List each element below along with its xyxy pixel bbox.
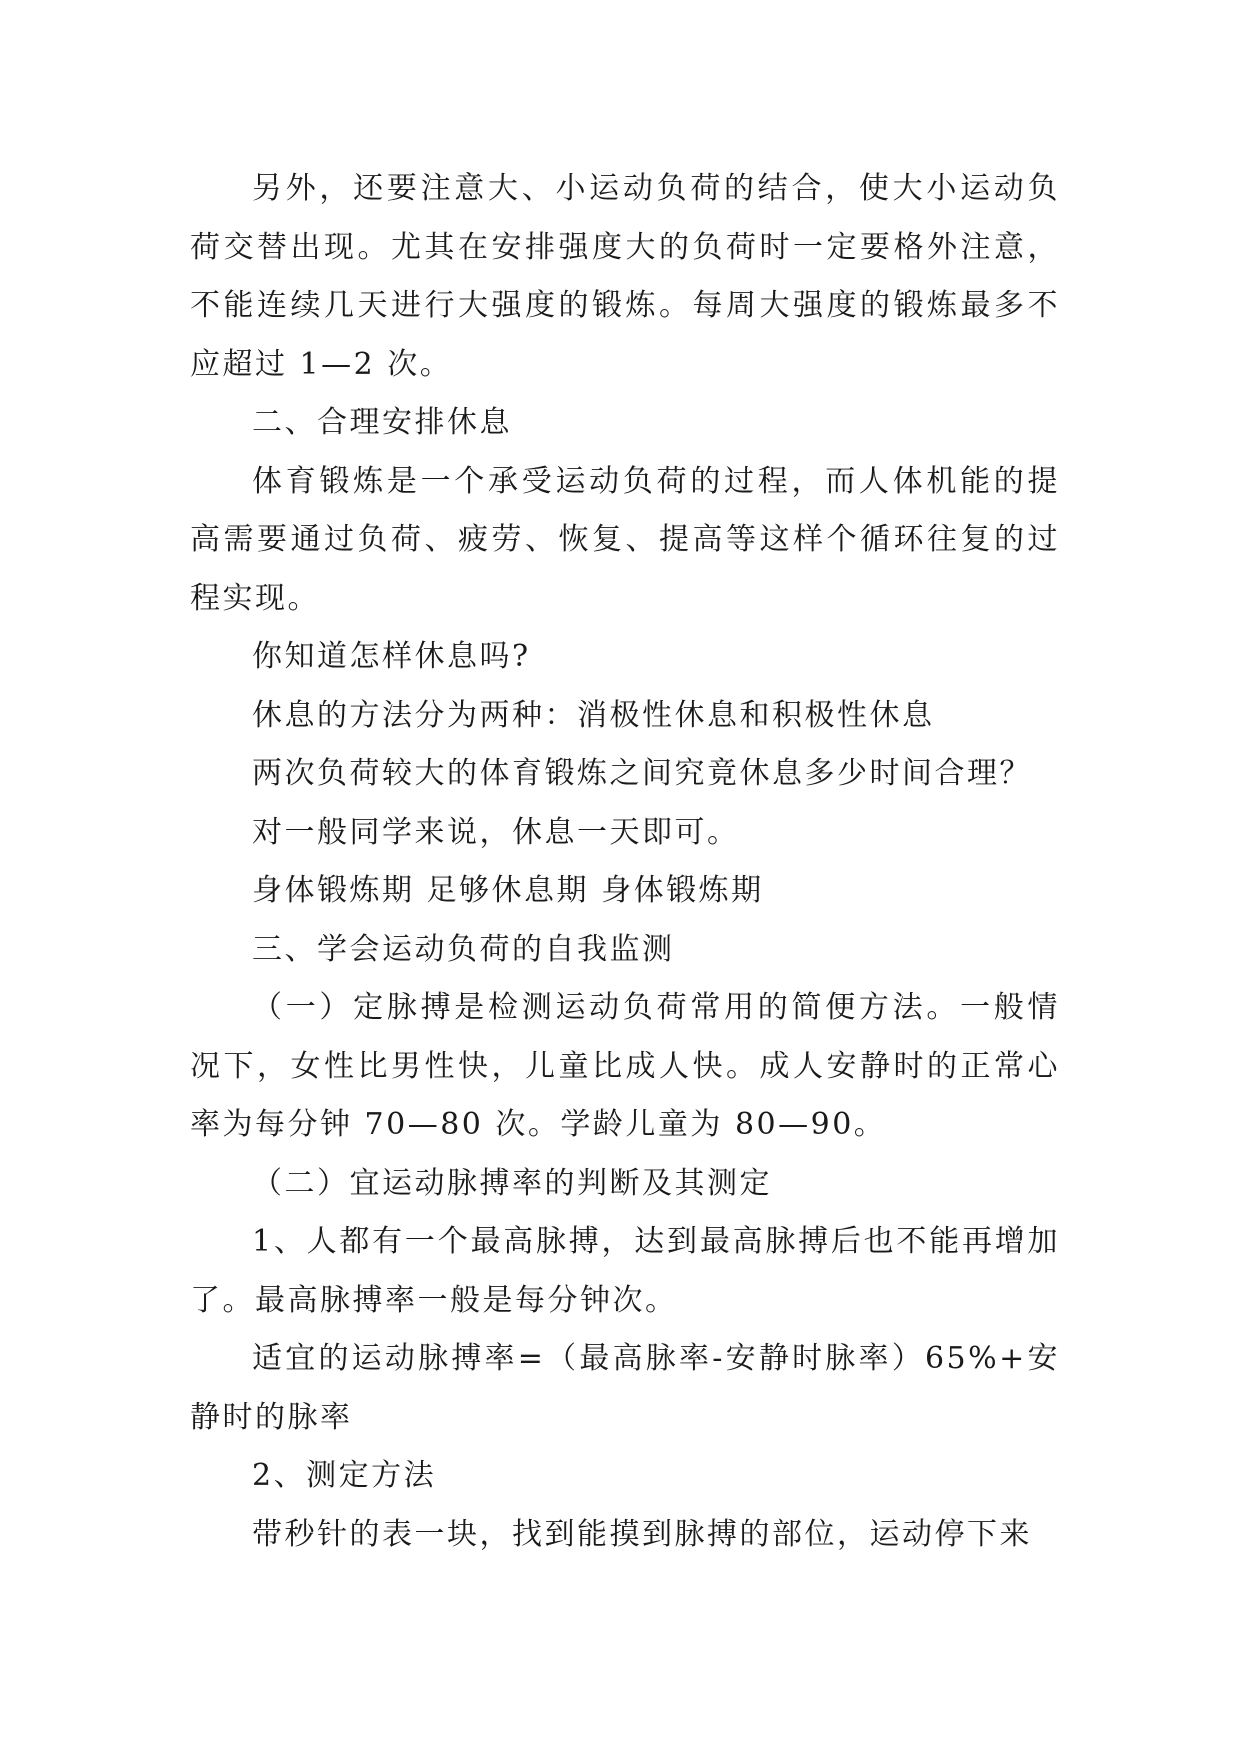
paragraph-load-combination: 另外，还要注意大、小运动负荷的结合，使大小运动负荷交替出现。尤其在安排强度大的负荷时一定要格外注意，不能连续几天进行大强度的锻炼。每周大强度的锻炼最多不应超过 1—2 次。 — [190, 171, 1060, 382]
paragraph-rest-methods: 休息的方法分为两种：消极性休息和积极性休息 — [252, 697, 935, 733]
paragraph-exercise-process: 体育锻炼是一个承受运动负荷的过程，而人体机能的提高需要通过负荷、疲劳、恢复、提高等这样个循环往复的过程实现。 — [190, 463, 1060, 616]
section-heading-rest: 二、合理安排休息 — [252, 405, 512, 440]
paragraph-formula: 适宜的运动脉搏率=（最高脉率-安静时脉率）65%+安静时的脉率 — [190, 1341, 1060, 1435]
paragraph-measure-steps: 带秒针的表一块，找到能摸到脉搏的部位，运动停下来 — [252, 1516, 1032, 1552]
subheading-pulse-rate: （二）宜运动脉搏率的判断及其测定 — [252, 1165, 772, 1201]
section-heading-monitoring: 三、学会运动负荷的自我监测 — [252, 931, 675, 967]
paragraph-max-pulse: 1、人都有一个最高脉搏，达到最高脉搏后也不能再增加了。最高脉搏率一般是每分钟次。 — [190, 1224, 1060, 1318]
paragraph-question-rest: 你知道怎样休息吗? — [252, 639, 531, 674]
document-body — [190, 160, 1060, 1564]
paragraph-question-duration: 两次负荷较大的体育锻炼之间究竟休息多少时间合理？ — [252, 756, 1032, 791]
paragraph-periods: 身体锻炼期 足够休息期 身体锻炼期 — [252, 873, 764, 908]
paragraph-one-day: 对一般同学来说，休息一天即可。 — [252, 814, 740, 850]
subheading-measure-method: 2、测定方法 — [252, 1458, 437, 1493]
paragraph-pulse-method: （一）定脉搏是检测运动负荷常用的简便方法。一般情况下，女性比男性快，儿童比成人快。成人安静时的正常心率为每分钟 70—80 次。学龄儿童为 80—90。 — [190, 990, 1060, 1142]
